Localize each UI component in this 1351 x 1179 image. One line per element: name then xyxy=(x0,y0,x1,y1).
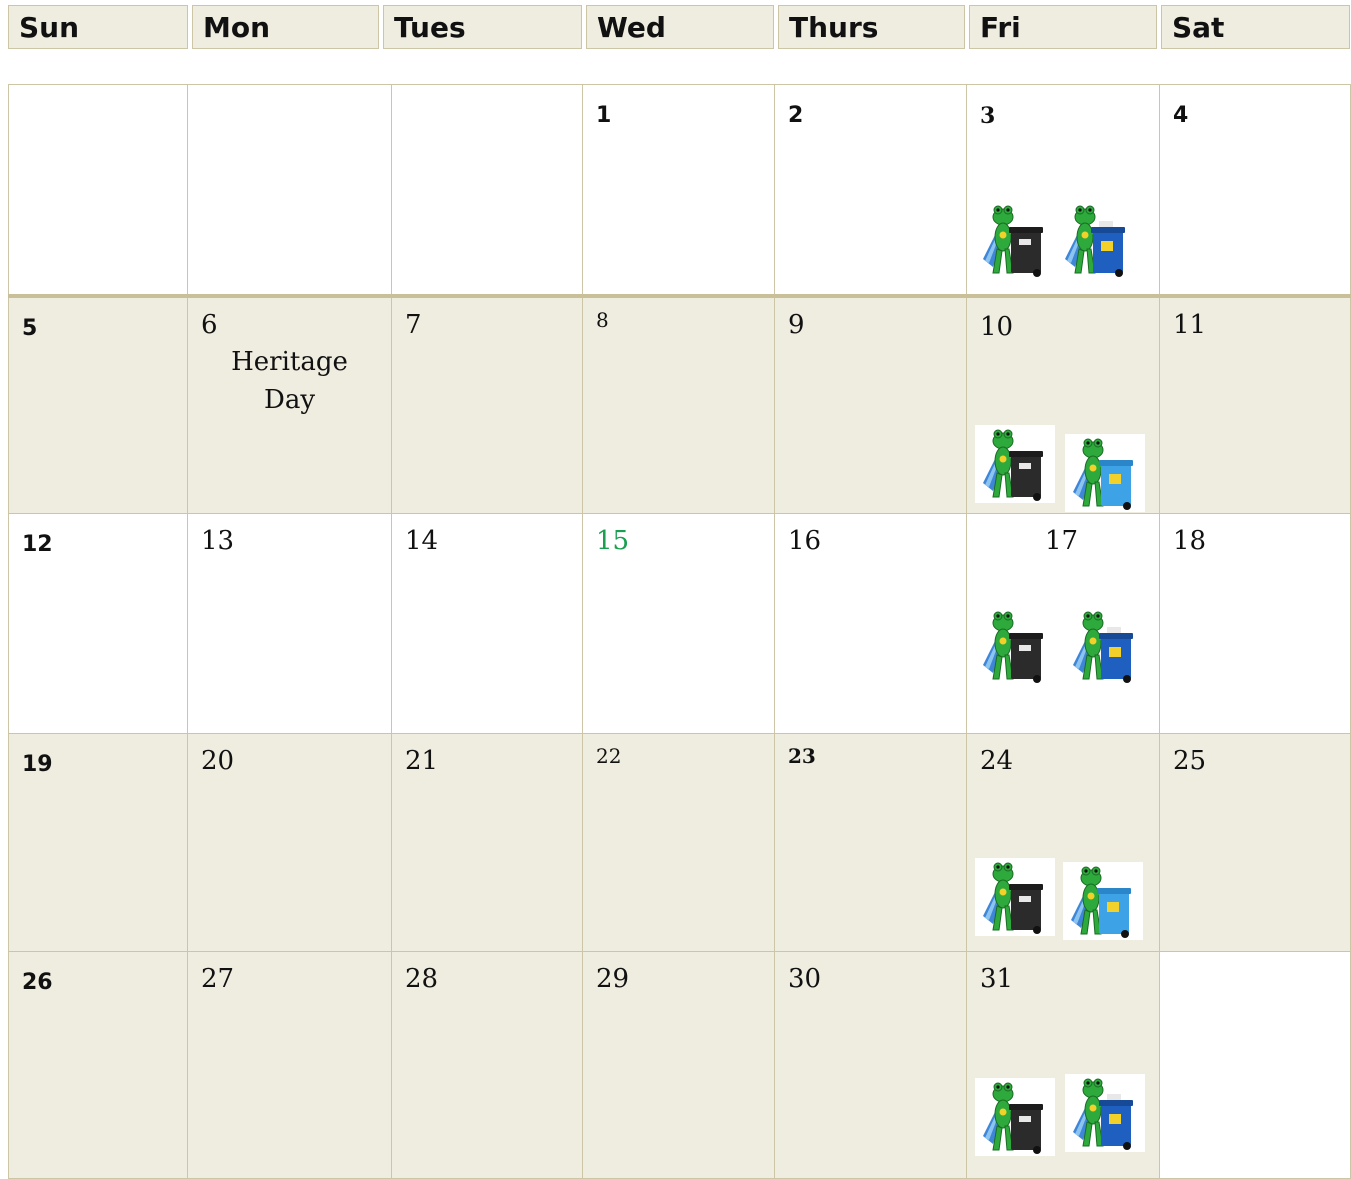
day-number: 20 xyxy=(201,746,235,776)
day-number: 18 xyxy=(1173,526,1207,556)
header-fri: Fri xyxy=(969,5,1157,49)
day-number: 22 xyxy=(596,744,622,768)
day-cell[interactable] xyxy=(392,514,583,734)
day-cell[interactable] xyxy=(967,514,1160,734)
day-cell[interactable] xyxy=(967,952,1160,1179)
day-cell[interactable] xyxy=(392,734,583,952)
day-cell[interactable] xyxy=(583,514,775,734)
day-cell[interactable] xyxy=(775,296,967,514)
frog-recycling-bin-icon xyxy=(1065,1074,1145,1152)
day-cell[interactable] xyxy=(967,296,1160,514)
day-number: 10 xyxy=(980,311,1014,342)
frog-recycling-bin-icon xyxy=(1065,607,1145,685)
day-number: 15 xyxy=(596,526,630,556)
header-thurs: Thurs xyxy=(778,5,965,49)
day-cell[interactable] xyxy=(775,85,967,296)
frog-garbage-bin-icon xyxy=(975,1078,1055,1156)
header-sat: Sat xyxy=(1161,5,1350,49)
day-cell[interactable] xyxy=(9,296,188,514)
frog-garbage-bin-icon xyxy=(975,607,1055,685)
day-number: 24 xyxy=(980,746,1014,776)
day-number: 9 xyxy=(788,309,805,340)
day-cell[interactable] xyxy=(775,734,967,952)
weekday-header xyxy=(8,5,1350,49)
day-number: 17 xyxy=(1045,526,1079,556)
week-row-2 xyxy=(9,296,1351,514)
day-cell[interactable] xyxy=(775,952,967,1179)
day-cell[interactable] xyxy=(9,952,188,1179)
day-number: 8 xyxy=(596,307,609,332)
day-cell[interactable] xyxy=(188,734,392,952)
header-mon: Mon xyxy=(192,5,379,49)
holiday-label: Heritage Day xyxy=(231,346,348,415)
day-cell[interactable] xyxy=(9,85,188,296)
header-sun: Sun xyxy=(8,5,188,49)
week-row-3 xyxy=(9,514,1351,734)
day-cell[interactable] xyxy=(9,734,188,952)
header-tues: Tues xyxy=(383,5,582,49)
day-number: 11 xyxy=(1173,309,1207,340)
day-cell[interactable] xyxy=(9,514,188,734)
day-number: 3 xyxy=(980,103,996,129)
header-wed: Wed xyxy=(586,5,774,49)
calendar-grid xyxy=(8,84,1351,1179)
day-number: 31 xyxy=(980,964,1014,994)
day-cell[interactable] xyxy=(583,734,775,952)
day-cell[interactable] xyxy=(1160,952,1351,1179)
frog-garbage-bin-icon xyxy=(975,201,1055,279)
day-cell[interactable] xyxy=(188,296,392,514)
day-cell[interactable] xyxy=(1160,514,1351,734)
frog-recycling-bin-icon xyxy=(1065,434,1145,512)
day-cell[interactable] xyxy=(188,514,392,734)
day-number: 21 xyxy=(405,746,439,776)
frog-recycling-bin-icon xyxy=(1057,201,1137,279)
day-cell[interactable] xyxy=(392,85,583,296)
day-cell[interactable] xyxy=(188,85,392,296)
day-number: 27 xyxy=(201,964,235,994)
day-number: 6 xyxy=(201,309,218,340)
day-number: 1 xyxy=(596,103,612,128)
day-number: 23 xyxy=(788,744,816,768)
day-cell[interactable] xyxy=(775,514,967,734)
day-number: 14 xyxy=(405,526,439,556)
day-number: 13 xyxy=(201,526,235,556)
day-number: 4 xyxy=(1173,103,1189,128)
day-number: 30 xyxy=(788,964,822,994)
day-cell[interactable] xyxy=(392,952,583,1179)
day-cell[interactable] xyxy=(583,85,775,296)
day-cell[interactable] xyxy=(392,296,583,514)
day-number: 7 xyxy=(405,309,422,340)
day-cell[interactable] xyxy=(1160,734,1351,952)
day-cell[interactable] xyxy=(1160,85,1351,296)
day-number: 12 xyxy=(22,532,53,557)
day-cell[interactable] xyxy=(1160,296,1351,514)
day-cell[interactable] xyxy=(188,952,392,1179)
week-row-5 xyxy=(9,952,1351,1179)
frog-recycling-bin-icon xyxy=(1063,862,1143,940)
day-number: 2 xyxy=(788,103,804,128)
day-number: 25 xyxy=(1173,746,1207,776)
frog-garbage-bin-icon xyxy=(975,425,1055,503)
day-cell[interactable] xyxy=(583,296,775,514)
day-cell[interactable] xyxy=(967,734,1160,952)
day-number: 19 xyxy=(22,752,53,777)
week-row-4 xyxy=(9,734,1351,952)
day-number: 5 xyxy=(22,315,38,341)
day-number: 29 xyxy=(596,964,630,994)
frog-garbage-bin-icon xyxy=(975,858,1055,936)
day-cell[interactable] xyxy=(583,952,775,1179)
day-number: 26 xyxy=(22,970,53,995)
day-number: 16 xyxy=(788,526,822,556)
week-row-1 xyxy=(9,85,1351,296)
day-cell[interactable] xyxy=(967,85,1160,296)
day-number: 28 xyxy=(405,964,439,994)
